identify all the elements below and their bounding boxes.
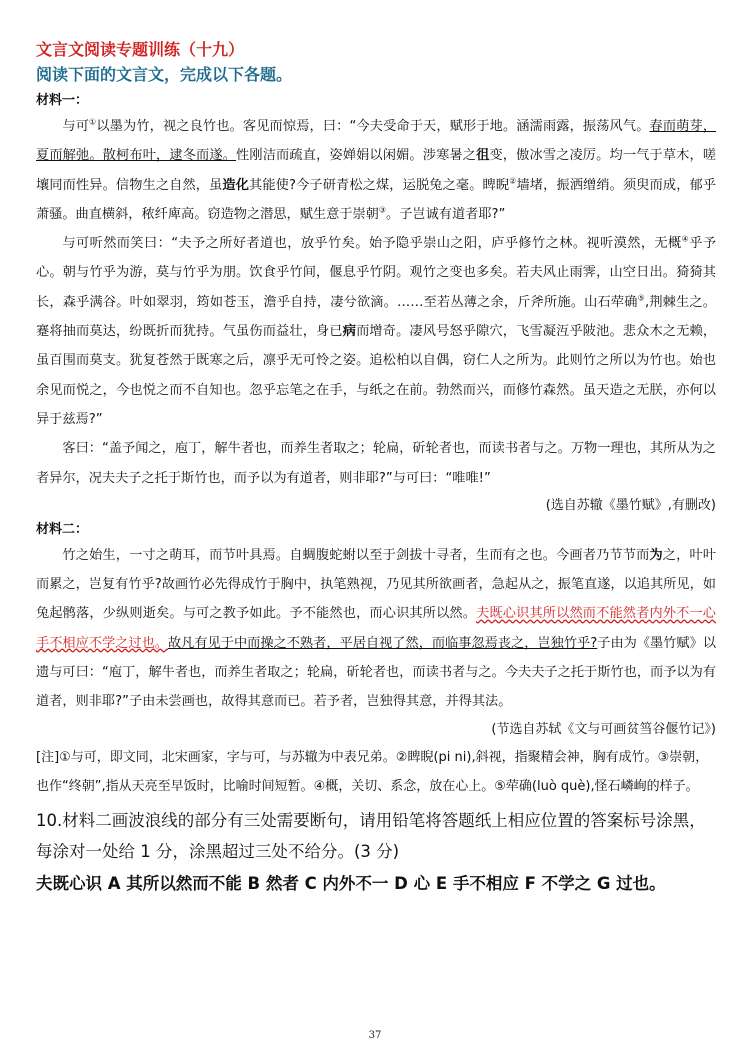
material-two-paragraph: 竹之始生，一寸之萌耳，而节叶具焉。自蜩腹蛇蚹以至于剑拔十寻者，生而有之也。今画者乃节节而为之，叶叶而累之，岂复有竹乎?故画竹必先得成竹于胸中，执笔熟视，乃见其所欲画者，急起从之，振笔直遂，以追其所见，如兔起鹘落，少纵则逝矣。与可之教予如此。予不能然也，而心识其所以然。夫既心识其所以然而不能然者内外不一心手不相应不学之过也。故凡有见于中而操之不熟者，平居自视了然，而临事忽焉丧之，岂独竹乎?子由为《墨竹赋》以遗与可曰：“庖丁，解牛者也，而养生者取之；轮扁，斫轮者也，而读书者与之。今夫夫子之托于斯竹也，而予以为有道者，则非耶?”子由未尝画也，故得其意而已。若予者，岂独得其意，并得其法。 — [36, 547, 717, 710]
material-one-source: (选自苏辙《墨竹赋》,有删改) — [545, 497, 716, 513]
page-title: 文言文阅读专题训练（十九） — [36, 40, 245, 59]
bold-word-cu: 徂 — [476, 148, 490, 164]
bold-word-wei: 为 — [649, 547, 663, 563]
document-page — [36, 38, 716, 899]
material-one-paragraph-2: 与可听然而笑曰：“夫予之所好者道也，放乎竹矣。始予隐乎崇山之阳，庐乎修竹之林。视听漠然，无概④乎予心。朝与竹乎为游，莫与竹乎为朋。饮食乎竹间，偃息乎竹阴。观竹之变也多矣。若夫风止雨霁，山空日出。猗猗其长，森乎满谷。叶如翠羽，筠如苍玉，澹乎自持，凄兮欲滴。……至若丛薄之余，斤斧所施。山石荦确⑤,荆棘生之。蹇将抽而莫达，纷既折而犹持。气虽伤而益壮，身已病而增奇。凄风号怒乎隙穴，飞雪凝沍乎陂池。悲众木之无赖，虽百围而莫支。犹复苍然于既寒之后，凛乎无可怜之姿。追松柏以自偶，窃仁人之所为。此则竹之所以为竹也。始也余见而悦之，今也悦之而不自知也。忽乎忘笔之在手，与纸之在前。勃然而兴，而修竹森然。虽天造之无朕，亦何以异于兹焉?” — [36, 234, 717, 427]
bold-word-zaohua: 造化 — [222, 177, 250, 193]
material-one-paragraph-1: 与可①以墨为竹，视之良竹也。客见而惊焉，曰：“今夫受命于天，赋形于地。涵濡雨露，振荡风气。春而萌芽，夏而解弛。散柯布叶，逮冬而遂。性刚洁而疏直，姿婵娟以闲媚。涉寒暑之徂变，傲冰雪之凌厉。均一气于草木，嗟壤同而性异。信物生之自然，虽造化其能使?今子研青松之煤，运脱兔之毫。睥睨②墙堵，振洒缯绡。须臾而成，郁乎萧骚。曲直横斜，秾纤庳高。窃造物之潜思，赋生意于崇朝③。子岂诚有道者耶?” — [36, 117, 717, 222]
underlined-phrase: 春而萌芽，夏而解弛。散柯布叶，逮冬而遂。 — [36, 119, 717, 164]
bold-word-bing: 病 — [342, 324, 357, 340]
material-two-source: (节选自苏轼《文与可画贫筜谷偃竹记》) — [491, 721, 716, 737]
wavy-underlined-sentence: 夫既心识其所以然而不能然者内外不一心手不相应不学之过也。 — [36, 606, 716, 651]
answer-options: 夫既心识 A 其所以然而不能 B 然者 C 内外不一 D 心 E 手不相应 F 不学之 G 过也。 — [36, 873, 666, 893]
page-subtitle: 阅读下面的文言文，完成以下各题。 — [36, 65, 293, 84]
underlined-sentence: 故凡有见于中而操之不熟者，平居自视了然，而临事忽焉丧之，岂独竹乎? — [167, 635, 598, 651]
material-two-heading: 材料二： — [36, 521, 89, 537]
annotation-notes: [注]①与可，即文同，北宋画家，字与可，与苏辙为中表兄弟。②睥睨(pi ni),斜视，指聚精会神，胸有成竹。③崇朝，也作“终朝”,指从天亮至早饭时，比喻时间短暂。④概，关切、系念，放在心上。⑤荦确(luò què),怪石嶙峋的样子。 — [36, 749, 709, 794]
page-number: 37 — [368, 1030, 382, 1041]
material-one-paragraph-3: 客曰：“盖予闻之，庖丁，解牛者也，而养生者取之；轮扁，斫轮者也，而读书者与之。万物一理也，其所从为之者异尔，况夫夫子之托于斯竹也，而予以为有道者，则非耶?”与可曰：“唯唯!” — [36, 441, 716, 486]
question-10: 10.材料二画波浪线的部分有三处需要断句，请用铅笔将答题纸上相应位置的答案标号涂黑，每涂对一处给 1 分，涂黑超过三处不给分。(3 分) — [36, 810, 706, 861]
material-one-heading: 材料一： — [36, 93, 89, 108]
